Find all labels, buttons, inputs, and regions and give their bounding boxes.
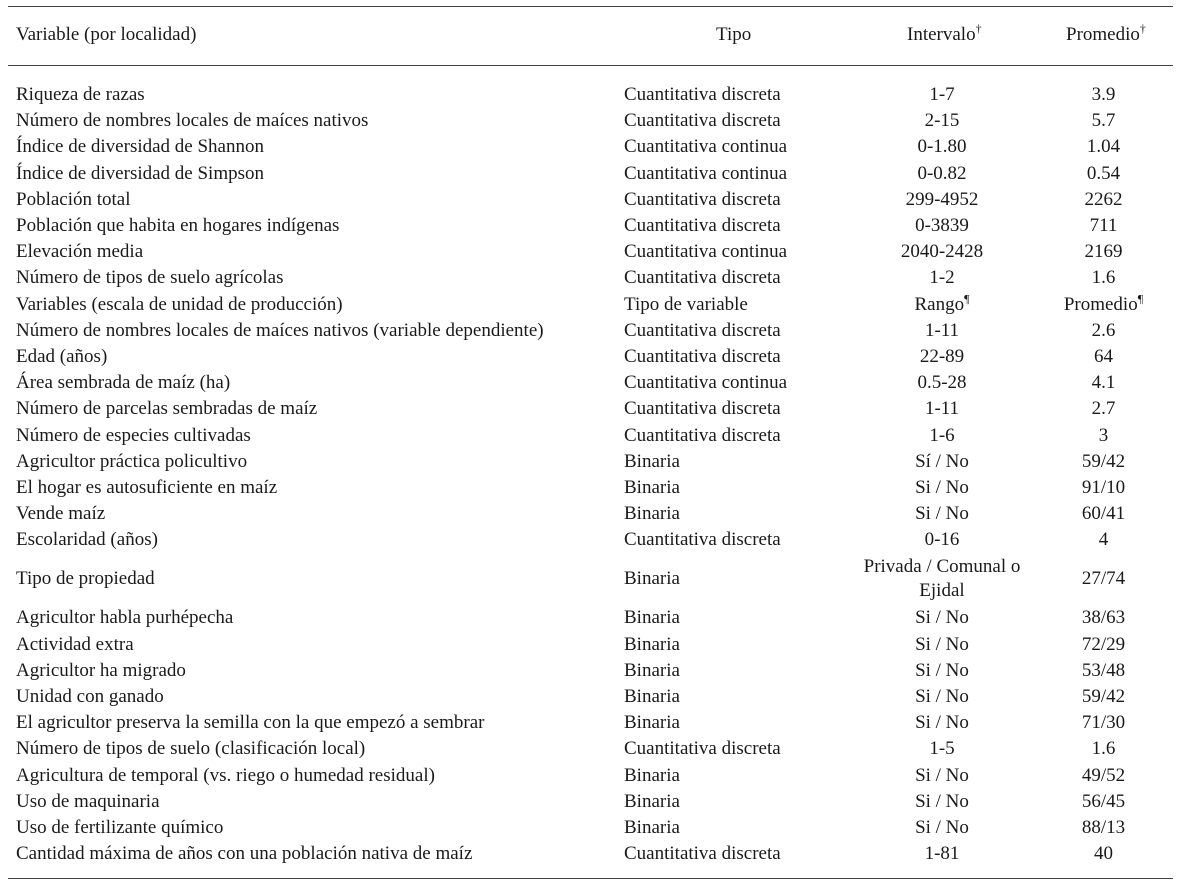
cell-tipo (621, 789, 850, 815)
cell-intervalo-text: 1-81 (924, 843, 960, 865)
cell-intervalo (850, 841, 1034, 867)
cell-promedio (1034, 684, 1173, 710)
header-promedio-mark: † (1139, 21, 1146, 36)
cell-variable-text: El hogar es autosuficiente en maíz (16, 476, 278, 498)
cell-variable-text: Tipo de propiedad (16, 568, 155, 590)
cell-variable-text: Agricultor práctica policultivo (16, 450, 248, 472)
cell-intervalo (850, 501, 1034, 527)
cell-tipo-text: Cuantitativa discreta (624, 345, 781, 367)
cell-tipo-text: Binaria (624, 686, 680, 708)
cell-tipo-text: Cuantitativa continua (624, 136, 788, 158)
cell-intervalo (850, 553, 1034, 605)
cell-intervalo (850, 292, 1034, 318)
cell-intervalo (850, 422, 1034, 448)
cell-variable (8, 422, 621, 448)
cell-tipo (621, 815, 850, 841)
cell-tipo-text: Binaria (624, 607, 680, 629)
header-promedio (1066, 21, 1146, 46)
cell-variable-text: Agricultura de temporal (vs. riego o humedad residual) (16, 764, 435, 786)
cell-promedio (1034, 553, 1173, 605)
cell-tipo (621, 605, 850, 631)
cell-promedio-text: 3 (1098, 424, 1109, 446)
table-row (8, 449, 1173, 475)
cell-variable (8, 736, 621, 762)
cell-promedio-text: 53/48 (1081, 659, 1126, 681)
table-row (8, 710, 1173, 736)
cell-intervalo (850, 344, 1034, 370)
top-rule (8, 6, 1173, 7)
cell-intervalo (850, 763, 1034, 789)
cell-promedio-text: 711 (1089, 215, 1118, 237)
cell-promedio-text: 60/41 (1081, 503, 1126, 525)
cell-promedio-text: 49/52 (1081, 764, 1126, 786)
cell-variable (8, 475, 621, 501)
table-row (8, 841, 1173, 867)
table-row (8, 789, 1173, 815)
cell-promedio (1034, 710, 1173, 736)
cell-promedio-mark: ¶ (1137, 291, 1144, 306)
cell-variable (8, 82, 621, 108)
cell-variable-text: Población que habita en hogares indígenas (16, 215, 340, 237)
cell-promedio (1034, 658, 1173, 684)
table-row (8, 815, 1173, 841)
cell-variable-text: Escolaridad (años) (16, 529, 158, 551)
cell-tipo-text: Cuantitativa discreta (624, 529, 781, 551)
table-row (8, 239, 1173, 265)
cell-intervalo-text: Si / No (915, 764, 969, 786)
cell-tipo (621, 318, 850, 344)
cell-variable-text: Uso de maquinaria (16, 790, 160, 812)
cell-tipo (621, 370, 850, 396)
cell-intervalo-text: Si / No (915, 633, 969, 655)
table-row (8, 134, 1173, 160)
table-row (8, 736, 1173, 762)
cell-promedio-text: 64 (1094, 345, 1113, 367)
cell-intervalo (850, 449, 1034, 475)
table-row (8, 344, 1173, 370)
cell-promedio (1034, 501, 1173, 527)
cell-intervalo (850, 161, 1034, 187)
table-row (8, 422, 1173, 448)
cell-variable-text: Número de parcelas sembradas de maíz (16, 398, 318, 420)
table-row (8, 553, 1173, 605)
cell-intervalo (850, 815, 1034, 841)
cell-tipo (621, 396, 850, 422)
cell-intervalo-text: 1-6 (929, 424, 955, 446)
cell-intervalo-text: 0-16 (924, 529, 960, 551)
cell-tipo-text: Cuantitativa discreta (624, 84, 781, 106)
cell-intervalo (850, 82, 1034, 108)
cell-intervalo (850, 318, 1034, 344)
cell-promedio-text: 2.6 (1091, 319, 1116, 341)
cell-intervalo (850, 187, 1034, 213)
cell-promedio (1034, 82, 1173, 108)
cell-variable (8, 658, 621, 684)
cell-promedio-text: 1.04 (1086, 136, 1121, 158)
cell-variable (8, 553, 621, 605)
cell-tipo (621, 213, 850, 239)
table-row (8, 684, 1173, 710)
cell-intervalo (850, 736, 1034, 762)
cell-variable (8, 396, 621, 422)
cell-variable (8, 684, 621, 710)
cell-tipo (621, 82, 850, 108)
cell-promedio-text: 2.7 (1091, 398, 1116, 420)
cell-tipo-text: Binaria (624, 659, 680, 681)
cell-intervalo-text: Si / No (915, 686, 969, 708)
table-row (8, 632, 1173, 658)
cell-variable (8, 292, 621, 318)
cell-intervalo-text: 1-7 (929, 84, 955, 106)
cell-promedio (1034, 108, 1173, 134)
cell-tipo-text: Binaria (624, 568, 680, 590)
cell-variable-text: Unidad con ganado (16, 686, 164, 708)
cell-intervalo (850, 684, 1034, 710)
cell-promedio (1034, 632, 1173, 658)
cell-variable-text: Vende maíz (16, 503, 106, 525)
cell-intervalo (850, 710, 1034, 736)
table-row (8, 108, 1173, 134)
cell-variable-text: Variables (escala de unidad de producción) (16, 293, 343, 315)
cell-intervalo (850, 605, 1034, 631)
cell-tipo-text: Binaria (624, 476, 680, 498)
cell-promedio (1034, 841, 1173, 867)
cell-promedio-text: 0.54 (1086, 162, 1121, 184)
cell-tipo (621, 475, 850, 501)
cell-intervalo (850, 475, 1034, 501)
cell-tipo (621, 684, 850, 710)
table-row (8, 213, 1173, 239)
cell-variable-text: Número de nombres locales de maíces nativos (16, 110, 369, 132)
header-intervalo-mark: † (975, 21, 982, 36)
cell-tipo (621, 736, 850, 762)
cell-variable-text: Riqueza de razas (16, 84, 145, 106)
cell-promedio (1034, 605, 1173, 631)
cell-tipo-text: Cuantitativa discreta (624, 110, 781, 132)
cell-variable (8, 605, 621, 631)
table-row (8, 658, 1173, 684)
cell-promedio-text: 71/30 (1081, 712, 1126, 734)
cell-promedio-text: 2262 (1084, 188, 1123, 210)
table-row (8, 475, 1173, 501)
cell-promedio-text: 88/13 (1081, 816, 1126, 838)
cell-promedio (1034, 134, 1173, 160)
table-row (8, 370, 1173, 396)
cell-promedio (1034, 789, 1173, 815)
cell-promedio-text: 2169 (1084, 241, 1123, 263)
cell-tipo (621, 265, 850, 291)
cell-variable-text: Población total (16, 188, 131, 210)
cell-promedio (1034, 187, 1173, 213)
cell-variable-text: El agricultor preserva la semilla con la que empezó a sembrar (16, 712, 485, 734)
cell-tipo (621, 422, 850, 448)
cell-promedio-text: 3.9 (1091, 84, 1116, 106)
cell-variable-text: Índice de diversidad de Simpson (16, 162, 265, 184)
cell-intervalo-text: 2-15 (924, 110, 960, 132)
cell-tipo (621, 658, 850, 684)
table-row (8, 161, 1173, 187)
cell-promedio (1034, 344, 1173, 370)
cell-tipo (621, 763, 850, 789)
cell-tipo (621, 632, 850, 658)
cell-intervalo (850, 658, 1034, 684)
cell-variable-text: Cantidad máxima de años con una población nativa de maíz (16, 843, 473, 865)
table-header (8, 20, 1173, 52)
cell-tipo-text: Cuantitativa discreta (624, 188, 781, 210)
cell-tipo-text: Binaria (624, 764, 680, 786)
cell-variable (8, 187, 621, 213)
header-variable: Variable (por localidad) (16, 24, 197, 45)
cell-intervalo (850, 134, 1034, 160)
cell-tipo (621, 527, 850, 553)
cell-tipo-text: Cuantitativa discreta (624, 319, 781, 341)
cell-intervalo (850, 370, 1034, 396)
table-row (8, 187, 1173, 213)
cell-tipo-text: Binaria (624, 712, 680, 734)
cell-variable (8, 239, 621, 265)
cell-tipo-text: Cuantitativa discreta (624, 398, 781, 420)
cell-variable (8, 527, 621, 553)
table-row (8, 527, 1173, 553)
cell-tipo-text: Cuantitativa continua (624, 241, 788, 263)
cell-promedio (1034, 527, 1173, 553)
cell-promedio (1034, 736, 1173, 762)
cell-intervalo (850, 396, 1034, 422)
cell-tipo-text: Binaria (624, 790, 680, 812)
cell-promedio-text: 59/42 (1081, 450, 1126, 472)
cell-intervalo-text: Rango (914, 293, 965, 315)
cell-variable (8, 632, 621, 658)
cell-promedio (1034, 239, 1173, 265)
table-row (8, 265, 1173, 291)
cell-variable (8, 710, 621, 736)
cell-variable (8, 265, 621, 291)
cell-intervalo-text: 0.5-28 (917, 372, 967, 394)
cell-variable (8, 318, 621, 344)
cell-tipo (621, 187, 850, 213)
cell-intervalo-text: 1-5 (929, 738, 955, 760)
cell-variable (8, 134, 621, 160)
cell-intervalo-text: 1-2 (929, 267, 955, 289)
cell-variable (8, 763, 621, 789)
cell-promedio-text: 38/63 (1081, 607, 1126, 629)
cell-promedio (1034, 449, 1173, 475)
cell-promedio (1034, 763, 1173, 789)
cell-tipo (621, 239, 850, 265)
header-intervalo (907, 21, 982, 46)
cell-variable-text: Número de tipos de suelo agrícolas (16, 267, 284, 289)
cell-intervalo-text: Si / No (915, 503, 969, 525)
cell-tipo (621, 710, 850, 736)
cell-tipo-text: Cuantitativa discreta (624, 738, 781, 760)
cell-variable (8, 370, 621, 396)
header-tipo: Tipo (716, 24, 752, 45)
table-row (8, 292, 1173, 318)
cell-promedio-text: Promedio (1063, 293, 1138, 315)
cell-intervalo (850, 108, 1034, 134)
cell-intervalo-text: 0-0.82 (917, 162, 967, 184)
cell-promedio (1034, 396, 1173, 422)
table-row (8, 763, 1173, 789)
cell-promedio (1034, 815, 1173, 841)
cell-intervalo-mark: ¶ (964, 291, 970, 306)
cell-intervalo (850, 213, 1034, 239)
cell-promedio-text: 5.7 (1091, 110, 1116, 132)
cell-promedio (1034, 422, 1173, 448)
cell-promedio (1034, 318, 1173, 344)
cell-intervalo-text: Si / No (915, 712, 969, 734)
cell-intervalo-text: Sí / No (915, 450, 969, 472)
cell-tipo-text: Binaria (624, 503, 680, 525)
cell-promedio-text: 4 (1098, 529, 1109, 551)
cell-variable-text: Número de nombres locales de maíces nativos (variable dependiente) (16, 319, 544, 341)
cell-intervalo-text: Si / No (915, 659, 969, 681)
cell-promedio-text: 59/42 (1081, 686, 1126, 708)
table-row (8, 318, 1173, 344)
cell-intervalo (850, 789, 1034, 815)
cell-tipo-text: Binaria (624, 633, 680, 655)
cell-tipo-text: Binaria (624, 816, 680, 838)
cell-tipo-text: Cuantitativa discreta (624, 843, 781, 865)
cell-promedio (1034, 370, 1173, 396)
cell-promedio-text: 91/10 (1081, 476, 1126, 498)
cell-promedio-text: 72/29 (1081, 633, 1126, 655)
cell-intervalo-text: Si / No (915, 607, 969, 629)
cell-variable-text: Área sembrada de maíz (ha) (16, 372, 231, 394)
header-intervalo-label: Intervalo (907, 24, 976, 45)
cell-promedio (1034, 213, 1173, 239)
cell-variable (8, 815, 621, 841)
cell-intervalo-text: Si / No (915, 790, 969, 812)
cell-variable (8, 501, 621, 527)
cell-intervalo-text: 2040-2428 (900, 241, 984, 263)
cell-variable-text: Índice de diversidad de Shannon (16, 136, 264, 158)
cell-intervalo-text: 1-11 (924, 319, 960, 341)
cell-promedio-text: 1.6 (1091, 738, 1116, 760)
cell-promedio-text: 40 (1094, 843, 1113, 865)
cell-variable-text: Edad (años) (16, 345, 108, 367)
cell-tipo (621, 344, 850, 370)
cell-promedio-text: 27/74 (1081, 568, 1126, 590)
cell-intervalo-text: 0-3839 (915, 215, 969, 237)
cell-variable (8, 161, 621, 187)
cell-tipo-text: Cuantitativa continua (624, 372, 788, 394)
cell-variable-text: Agricultor habla purhépecha (16, 607, 234, 629)
cell-variable (8, 789, 621, 815)
cell-tipo (621, 449, 850, 475)
cell-intervalo (850, 632, 1034, 658)
cell-intervalo-text: 1-11 (924, 398, 960, 420)
cell-tipo (621, 841, 850, 867)
header-promedio-label: Promedio (1066, 24, 1140, 45)
cell-variable-text: Agricultor ha migrado (16, 659, 186, 681)
cell-tipo (621, 108, 850, 134)
table-row (8, 605, 1173, 631)
cell-intervalo (850, 265, 1034, 291)
cell-intervalo-text: 22-89 (919, 345, 965, 367)
cell-intervalo (850, 527, 1034, 553)
cell-variable (8, 108, 621, 134)
table-row (8, 396, 1173, 422)
cell-variable-text: Uso de fertilizante químico (16, 816, 224, 838)
header-rule (8, 65, 1173, 66)
cell-promedio-text: 1.6 (1091, 267, 1116, 289)
cell-intervalo-text: 299-4952 (905, 188, 979, 210)
cell-intervalo-text: Si / No (915, 476, 969, 498)
cell-variable-text: Actividad extra (16, 633, 134, 655)
cell-variable (8, 344, 621, 370)
cell-tipo (621, 161, 850, 187)
cell-intervalo-text: Privada / Comunal o Ejidal (863, 556, 1021, 602)
cell-variable (8, 213, 621, 239)
cell-tipo (621, 501, 850, 527)
cell-intervalo-text: Si / No (915, 816, 969, 838)
cell-promedio (1034, 475, 1173, 501)
cell-tipo-text: Cuantitativa discreta (624, 215, 781, 237)
cell-intervalo-text: 0-1.80 (917, 136, 967, 158)
cell-tipo-text: Cuantitativa discreta (624, 424, 781, 446)
cell-variable-text: Número de especies cultivadas (16, 424, 251, 446)
cell-promedio-text: 56/45 (1081, 790, 1126, 812)
data-table (8, 82, 1173, 867)
cell-variable-text: Número de tipos de suelo (clasificación local) (16, 738, 366, 760)
cell-tipo (621, 292, 850, 318)
cell-promedio (1034, 292, 1173, 318)
cell-tipo-text: Binaria (624, 450, 680, 472)
cell-variable (8, 841, 621, 867)
cell-variable-text: Elevación media (16, 241, 144, 263)
cell-tipo-text: Tipo de variable (624, 293, 748, 315)
cell-tipo-text: Cuantitativa discreta (624, 267, 781, 289)
table-row (8, 82, 1173, 108)
cell-tipo (621, 553, 850, 605)
cell-tipo-text: Cuantitativa continua (624, 162, 788, 184)
cell-intervalo (850, 239, 1034, 265)
bottom-rule (8, 878, 1173, 879)
table-body (8, 82, 1173, 867)
cell-promedio (1034, 265, 1173, 291)
cell-tipo (621, 134, 850, 160)
cell-promedio-text: 4.1 (1091, 372, 1116, 394)
cell-promedio (1034, 161, 1173, 187)
table-row (8, 501, 1173, 527)
cell-variable (8, 449, 621, 475)
